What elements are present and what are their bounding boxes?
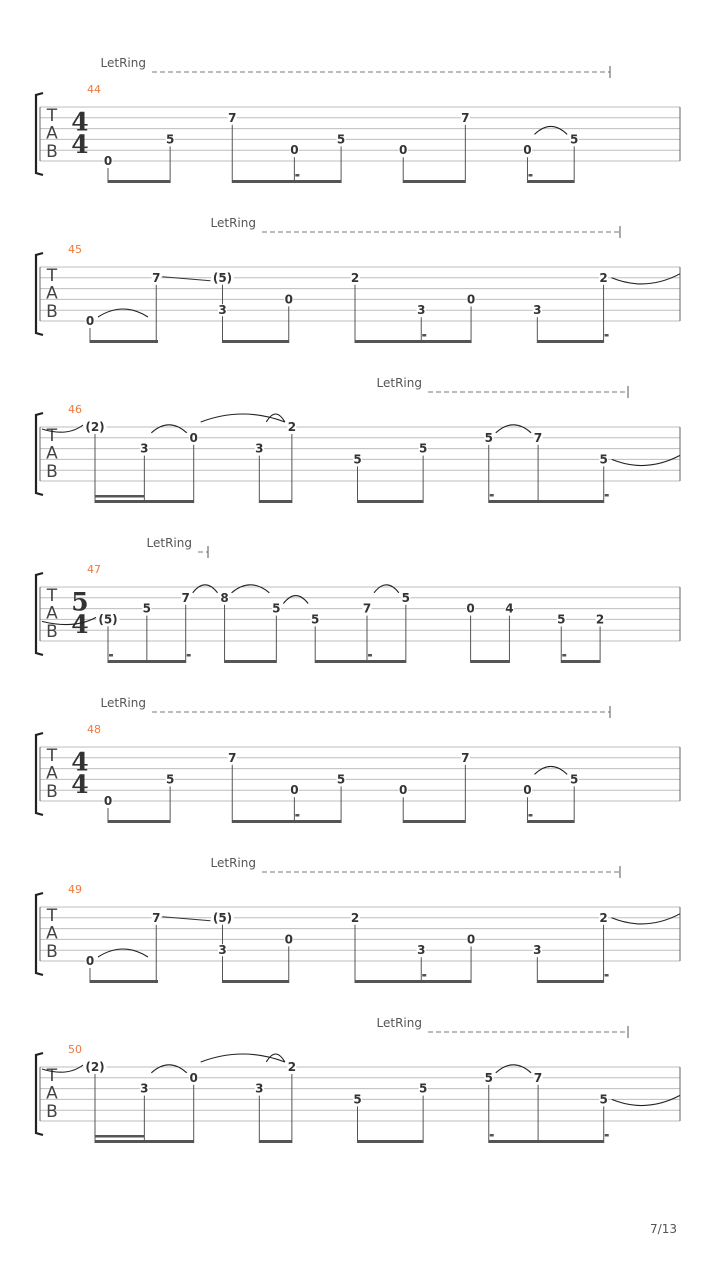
tie xyxy=(151,1065,186,1073)
fret-number: 3 xyxy=(417,943,426,958)
beam-stub xyxy=(295,174,299,177)
beam xyxy=(232,820,341,823)
beam xyxy=(355,980,471,983)
beam-stub xyxy=(490,1134,494,1137)
fret-number: 5 xyxy=(557,612,566,627)
fret-number: 5 xyxy=(484,1070,493,1085)
beam xyxy=(259,1140,292,1143)
beam-stub xyxy=(605,1134,609,1137)
beam xyxy=(355,340,471,343)
beam-stub xyxy=(422,334,426,337)
fret-number: 0 xyxy=(466,292,476,307)
fret-number: 0 xyxy=(290,143,299,158)
time-signature-top: 4 xyxy=(71,107,89,137)
fret-number: 3 xyxy=(140,441,149,456)
let-ring-label: LetRing xyxy=(210,216,256,230)
fret-number: 7 xyxy=(181,590,190,605)
tie-outgoing xyxy=(612,914,680,924)
fret-number: (5) xyxy=(98,612,118,627)
beam-stub xyxy=(422,974,426,977)
fret-number: 5 xyxy=(418,441,428,456)
beam xyxy=(108,180,170,183)
fret-number: 5 xyxy=(353,1092,362,1107)
tie xyxy=(534,126,567,134)
fret-number: 0 xyxy=(103,154,113,168)
tab-letter-t: T xyxy=(46,745,58,766)
time-signature-top: 4 xyxy=(71,747,89,777)
beam xyxy=(358,1140,424,1143)
fret-number: 3 xyxy=(255,441,264,456)
fret-number: 2 xyxy=(599,270,608,285)
tab-letter-a: A xyxy=(46,443,58,464)
tie-outgoing xyxy=(612,455,680,465)
beam xyxy=(95,1140,194,1143)
fret-number: 5 xyxy=(311,612,320,627)
fret-number: 7 xyxy=(228,110,237,125)
beam-stub xyxy=(528,174,532,177)
fret-number: 3 xyxy=(255,1081,264,1096)
fret-number: (5) xyxy=(212,270,233,285)
beam xyxy=(471,660,510,663)
fret-number: 5 xyxy=(599,452,608,467)
fret-number: 0 xyxy=(103,794,113,808)
tab-letter-a: A xyxy=(46,123,58,144)
fret-number: 5 xyxy=(165,132,175,147)
tab-letter-a: A xyxy=(46,283,58,304)
fret-number: 0 xyxy=(189,430,198,445)
beam xyxy=(358,500,424,503)
beam xyxy=(537,340,603,343)
tab-letter-b: B xyxy=(46,1102,58,1123)
time-signature-bottom: 4 xyxy=(71,130,89,160)
let-ring-label: LetRing xyxy=(146,536,192,550)
measure-number: 47 xyxy=(87,563,101,576)
tab-letter-t: T xyxy=(46,425,58,446)
beam-stub xyxy=(528,814,532,817)
tab-system-49 xyxy=(36,856,680,983)
measure-number: 44 xyxy=(87,83,101,96)
time-signature-bottom: 4 xyxy=(71,770,89,800)
fret-number: 7 xyxy=(362,601,372,616)
fret-number: 5 xyxy=(570,132,579,147)
fret-number: 7 xyxy=(228,750,237,765)
beam-stub xyxy=(605,334,609,337)
tie xyxy=(283,596,308,604)
tab-letter-t: T xyxy=(46,265,58,286)
fret-number: 3 xyxy=(533,943,542,958)
let-ring-label: LetRing xyxy=(100,696,146,710)
beam xyxy=(108,660,186,663)
let-ring-label: LetRing xyxy=(376,376,422,390)
fret-number: 0 xyxy=(466,932,476,947)
fret-number: 2 xyxy=(599,910,608,925)
beam xyxy=(489,500,604,503)
fret-number: 2 xyxy=(287,420,297,434)
fret-number: 5 xyxy=(484,430,493,445)
tab-letter-b: B xyxy=(46,462,58,483)
let-ring-label: LetRing xyxy=(100,56,146,70)
beam xyxy=(403,180,465,183)
tab-letter-a: A xyxy=(46,763,58,784)
tab-system-50 xyxy=(36,1016,680,1143)
tab-letter-a: A xyxy=(46,603,58,624)
tab-letter-a: A xyxy=(46,1083,58,1104)
fret-number: 3 xyxy=(533,303,542,318)
fret-number: 7 xyxy=(152,270,161,285)
measure-number: 49 xyxy=(68,883,82,896)
beam xyxy=(108,820,170,823)
tab-letter-t: T xyxy=(46,105,58,126)
fret-number: 2 xyxy=(287,1060,297,1074)
beam xyxy=(90,340,158,343)
beam xyxy=(259,500,292,503)
beam xyxy=(223,980,289,983)
tie xyxy=(232,585,270,593)
tie xyxy=(193,585,218,593)
measure-number: 50 xyxy=(68,1043,82,1056)
beam-stub xyxy=(562,654,566,657)
time-signature-top: 5 xyxy=(71,587,89,617)
fret-number: 0 xyxy=(284,932,293,947)
let-ring-label: LetRing xyxy=(210,856,256,870)
page-number: 7/13 xyxy=(650,1222,677,1236)
tie xyxy=(534,766,567,774)
fret-number: 3 xyxy=(218,943,227,958)
beam-stub xyxy=(187,654,191,657)
tab-letter-b: B xyxy=(46,782,58,803)
fret-number: 0 xyxy=(290,783,299,798)
fret-number: 5 xyxy=(165,772,175,787)
beam xyxy=(225,660,277,663)
beam-stub xyxy=(368,654,372,657)
time-signature-bottom: 4 xyxy=(71,610,89,640)
fret-number: 2 xyxy=(350,270,360,285)
fret-number: 5 xyxy=(418,1081,428,1096)
beam-secondary xyxy=(95,495,144,498)
beam xyxy=(403,820,465,823)
fret-number: 0 xyxy=(85,314,95,328)
fret-number: 0 xyxy=(284,292,293,307)
beam xyxy=(95,500,194,503)
tab-letter-a: A xyxy=(46,923,58,944)
tab-system-47 xyxy=(36,536,680,663)
fret-number: (2) xyxy=(85,420,105,434)
let-ring-label: LetRing xyxy=(376,1016,422,1030)
fret-number: 5 xyxy=(353,452,362,467)
fret-number: 2 xyxy=(350,910,360,925)
beam xyxy=(315,660,406,663)
tab-letter-b: B xyxy=(46,142,58,163)
tab-letter-b: B xyxy=(46,942,58,963)
measure-number: 45 xyxy=(68,243,82,256)
fret-number: 3 xyxy=(218,303,227,318)
tab-letter-t: T xyxy=(46,1065,58,1086)
fret-number: 7 xyxy=(533,430,543,445)
fret-number: 5 xyxy=(401,590,411,605)
fret-number: 3 xyxy=(140,1081,149,1096)
beam xyxy=(90,980,158,983)
beam xyxy=(232,180,341,183)
fret-number: 5 xyxy=(570,772,579,787)
fret-number: 0 xyxy=(523,783,532,798)
fret-number: 3 xyxy=(417,303,426,318)
fret-number: 5 xyxy=(336,132,346,147)
beam-stub xyxy=(605,494,609,497)
beam xyxy=(537,980,603,983)
beam-secondary xyxy=(95,1135,144,1138)
beam xyxy=(223,340,289,343)
tab-system-44 xyxy=(36,56,680,183)
beam-stub xyxy=(490,494,494,497)
measure-number: 48 xyxy=(87,723,101,736)
tab-system-48 xyxy=(36,696,680,823)
fret-number: 2 xyxy=(595,612,605,627)
tie xyxy=(151,425,186,433)
fret-number: 7 xyxy=(461,750,470,765)
fret-number: 0 xyxy=(466,601,475,616)
tie-outgoing xyxy=(612,1095,680,1105)
beam xyxy=(561,660,600,663)
fret-number: 5 xyxy=(336,772,346,787)
tab-letter-t: T xyxy=(46,905,58,926)
fret-number: 5 xyxy=(599,1092,608,1107)
tie xyxy=(374,585,399,593)
beam-stub xyxy=(605,974,609,977)
fret-number: 0 xyxy=(85,954,95,968)
fret-number: 0 xyxy=(399,143,408,158)
beam xyxy=(527,180,574,183)
fret-number: 0 xyxy=(189,1070,198,1085)
measure-number: 46 xyxy=(68,403,82,416)
tie-outgoing xyxy=(612,274,680,284)
tab-letter-t: T xyxy=(46,585,58,606)
tab-system-45 xyxy=(36,216,680,343)
tab-letter-b: B xyxy=(46,302,58,323)
beam xyxy=(527,820,574,823)
fret-number: 8 xyxy=(220,590,229,605)
fret-number: 7 xyxy=(461,110,470,125)
fret-number: 0 xyxy=(523,143,532,158)
beam xyxy=(489,1140,604,1143)
fret-number: 5 xyxy=(272,601,281,616)
fret-number: 7 xyxy=(152,910,161,925)
beam-stub xyxy=(295,814,299,817)
fret-number: (2) xyxy=(85,1060,105,1074)
tab-system-46 xyxy=(36,376,680,503)
fret-number: (5) xyxy=(212,910,233,925)
fret-number: 5 xyxy=(142,601,152,616)
fret-number: 4 xyxy=(505,601,514,616)
beam-stub xyxy=(109,654,113,657)
tie xyxy=(496,425,531,433)
fret-number: 0 xyxy=(399,783,408,798)
tab-letter-b: B xyxy=(46,622,58,643)
fret-number: 7 xyxy=(533,1070,543,1085)
tie xyxy=(496,1065,531,1073)
